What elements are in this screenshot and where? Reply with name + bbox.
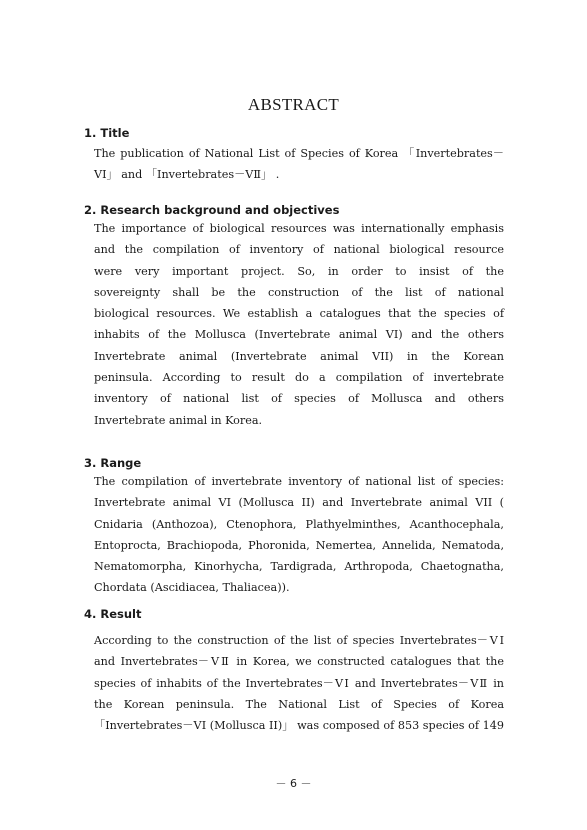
paragraph-line: the Korean peninsula. The National List of Species of Korea — [94, 697, 504, 711]
section-heading-title: 1. Title — [84, 126, 130, 140]
paragraph-line: Invertebrate animal VI (Mollusca II) and Invertebrate animal VII ( — [94, 496, 504, 510]
section-heading-range: 3. Range — [84, 456, 142, 470]
paragraph-line: biological resources. We establish a catalogues that the species of — [94, 307, 504, 321]
paragraph-line: peninsula. According to result do a compilation of invertebrate — [94, 371, 504, 385]
paragraph-line: species of inhabits of the Invertebrates－ⅤⅠ and Invertebrates－ⅤⅡ in — [94, 676, 504, 690]
section-heading-result: 4. Result — [84, 607, 142, 621]
paragraph-line: Entoprocta, Brachiopoda, Phoronida, Nemertea, Annelida, Nematoda, — [94, 538, 504, 552]
paragraph-line: 「Invertebrates－ⅤⅠ (Mollusca II)」 was composed of 853 species of 149 — [94, 719, 504, 733]
paragraph-line: and the compilation of inventory of national biological resource — [94, 243, 504, 257]
section-heading-background: 2. Research background and objectives — [84, 203, 340, 217]
paragraph-line: Chordata (Ascidiacea, Thaliacea)). — [94, 581, 290, 595]
section-body-range — [94, 471, 504, 599]
paragraph-line: ⅤⅠ」 and 「Invertebrates－ⅤⅡ」 . — [94, 168, 280, 182]
paragraph-line: inhabits of the Mollusca (Invertebrate animal VI) and the others — [94, 328, 504, 342]
paragraph-line: According to the construction of the list of species Invertebrates－ⅤⅠ — [94, 634, 504, 647]
abstract-title: ABSTRACT — [247, 95, 340, 114]
paragraph-line: Nematomorpha, Kinorhycha, Tardigrada, Arthropoda, Chaetognatha, — [94, 560, 504, 574]
section-body-title — [94, 143, 504, 186]
section-body-background — [94, 218, 504, 431]
paragraph-line: The publication of National List of Species of Korea 「Invertebrates－ — [94, 147, 504, 160]
paragraph-line: The compilation of invertebrate inventory of national list of species: — [94, 475, 504, 488]
paragraph-line: inventory of national list of species of Mollusca and others — [94, 392, 504, 406]
paragraph-line: The importance of biological resources was internationally emphasis — [94, 222, 504, 235]
paragraph-line: and Invertebrates－ⅤⅡ in Korea, we constructed catalogues that the — [94, 655, 504, 669]
section-body-result — [94, 630, 504, 736]
paragraph-line: were very important project. So, in order to insist of the — [94, 264, 504, 278]
paragraph-line: Invertebrate animal in Korea. — [94, 413, 263, 427]
paragraph-line: Cnidaria (Anthozoa), Ctenophora, Plathyelminthes, Acanthocephala, — [94, 517, 504, 531]
paragraph-line: Invertebrate animal (Invertebrate animal VII) in the Korean — [94, 349, 504, 363]
paragraph-line: sovereignty shall be the construction of the list of national — [94, 285, 504, 299]
page-number: － 6 － — [275, 777, 312, 790]
